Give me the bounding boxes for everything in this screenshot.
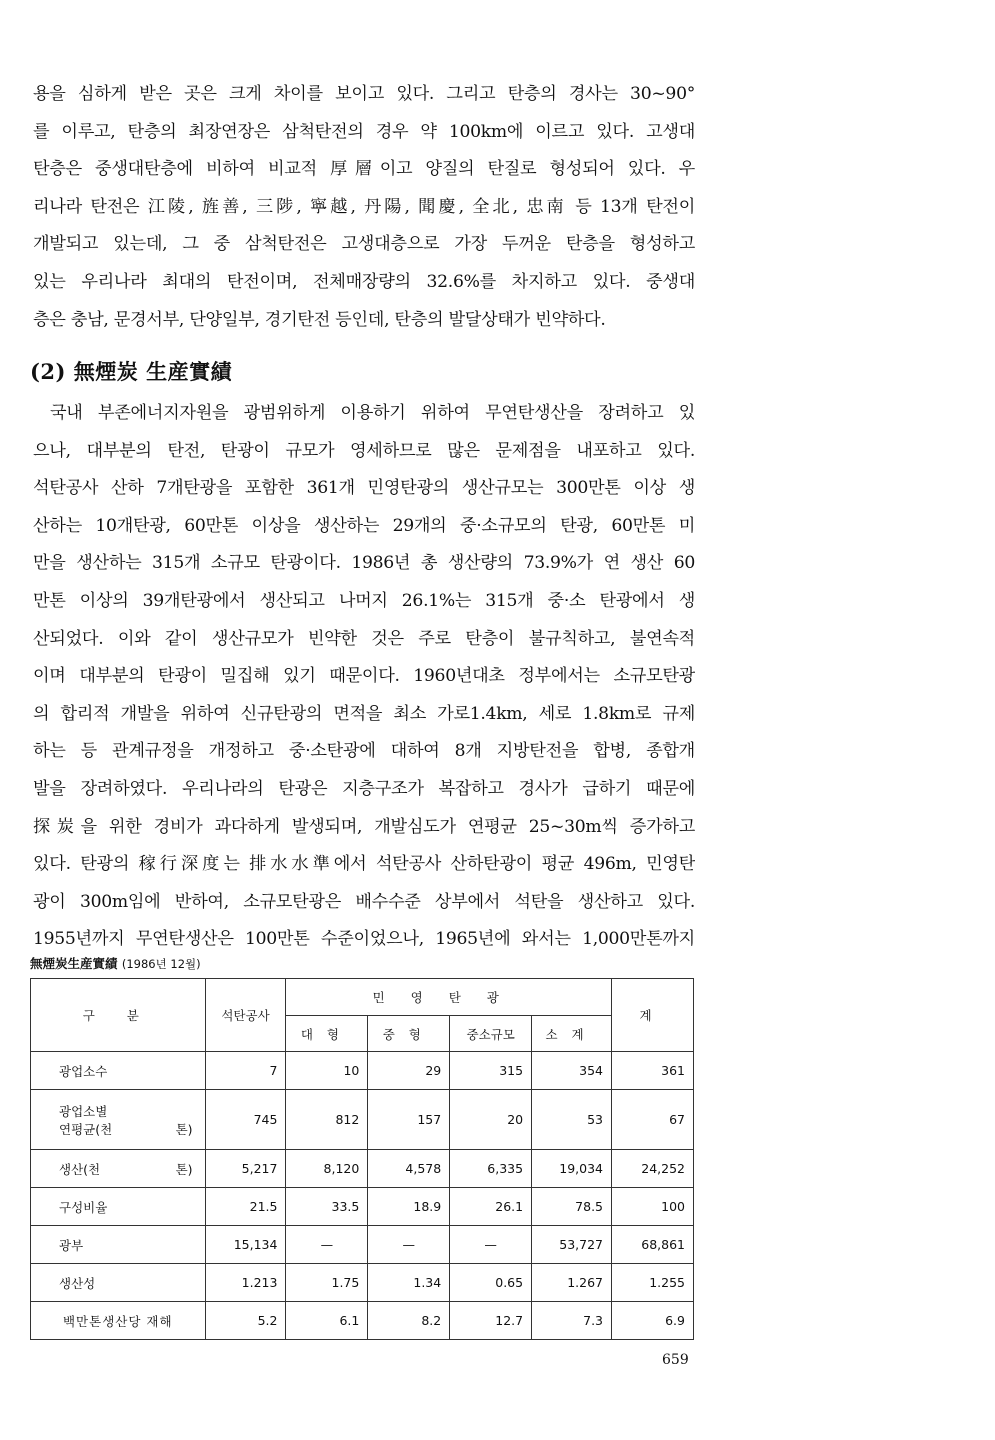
section-heading: (2) 無煙炭 生産實績 (30, 359, 233, 384)
row-label (31, 1090, 206, 1150)
cell: — (368, 1226, 450, 1264)
body-paragraph-2 (33, 395, 695, 959)
cell: 53,727 (532, 1226, 612, 1264)
cell: 6.9 (612, 1302, 694, 1340)
cell: 68,861 (612, 1226, 694, 1264)
cell: 812 (286, 1090, 368, 1150)
cell: 18.9 (368, 1188, 450, 1226)
header-private-group: 민영탄광 (286, 979, 612, 1016)
row-label: 생산(천 톤) (31, 1150, 206, 1188)
cell: 26.1 (450, 1188, 532, 1226)
production-table (30, 978, 694, 1340)
cell: 7 (205, 1052, 286, 1090)
cell: 745 (205, 1090, 286, 1150)
header-subtotal: 소계 (532, 1016, 612, 1052)
cell: 1.267 (532, 1264, 612, 1302)
page-number: 659 (662, 1352, 689, 1368)
table-title: 無煙炭生産實績 (30, 956, 118, 971)
row-label: 광부 (31, 1226, 206, 1264)
text-line: 산되었다. 이와 같이 생산규모가 빈약한 것은 주로 탄층이 불규칙하고, 불연속적 (33, 628, 695, 649)
row-label: 생산성 (31, 1264, 206, 1302)
text-line: 이며 대부분의 탄광이 밀집해 있기 때문이다. 1960년대초 정부에서는 소규모탄광 (33, 666, 695, 687)
cell: 1.34 (368, 1264, 450, 1302)
table-row (31, 1188, 694, 1226)
cell: 67 (612, 1090, 694, 1150)
cell: 5.2 (205, 1302, 286, 1340)
text-line: 1955년까지 무연탄생산은 100만톤 수준이었으나, 1965년에 와서는 1,000만톤까지 (33, 929, 695, 950)
cell: 33.5 (286, 1188, 368, 1226)
table-row (31, 1090, 694, 1150)
cell: 8.2 (368, 1302, 450, 1340)
header-medium: 중형 (368, 1016, 450, 1052)
cell: 53 (532, 1090, 612, 1150)
text-line: 개발되고 있는데, 그 중 삼척탄전은 고생대층으로 가장 두꺼운 탄층을 형성하고 (33, 234, 695, 255)
text-line: 층은 충남, 문경서부, 단양일부, 경기탄전 등인데, 탄층의 발달상태가 빈약하다. (33, 309, 606, 330)
cell: 4,578 (368, 1150, 450, 1188)
table-row (31, 1302, 694, 1340)
text-line: 탄층은 중생대탄층에 비하여 비교적 厚層이고 양질의 탄질로 형성되어 있다. 우 (33, 159, 695, 180)
text-line: 산하는 10개탄광, 60만톤 이상을 생산하는 29개의 중·소규모의 탄광, 60만톤 미 (33, 515, 695, 536)
header-kcc: 석탄공사 (205, 979, 286, 1052)
cell: 8,120 (286, 1150, 368, 1188)
cell: 29 (368, 1052, 450, 1090)
row-label-line: 연평균(천 톤) (59, 1121, 193, 1137)
cell: 361 (612, 1052, 694, 1090)
table-date: (1986년 12월) (121, 957, 201, 971)
table-header-row (31, 979, 694, 1016)
cell: 20 (450, 1090, 532, 1150)
table-row (31, 1052, 694, 1090)
text-line: 만을 생산하는 315개 소규모 탄광이다. 1986년 총 생산량의 73.9%가 연 생산 60 (33, 553, 695, 574)
cell: 15,134 (205, 1226, 286, 1264)
table-row (31, 1264, 694, 1302)
cell: 12.7 (450, 1302, 532, 1340)
table-caption (30, 954, 201, 972)
text-line: 국내 부존에너지자원을 광범위하게 이용하기 위하여 무연탄생산을 장려하고 있 (50, 403, 695, 423)
header-total: 계 (612, 979, 694, 1052)
header-category: 구 분 (31, 979, 206, 1052)
table-row (31, 1150, 694, 1188)
text-line: 있는 우리나라 최대의 탄전이며, 전체매장량의 32.6%를 차지하고 있다. 중생대 (33, 271, 695, 292)
table-row (31, 1226, 694, 1264)
cell: 5,217 (205, 1150, 286, 1188)
text-line: 발을 장려하였다. 우리나라의 탄광은 지층구조가 복잡하고 경사가 급하기 때문에 (33, 778, 695, 799)
cell: 7.3 (532, 1302, 612, 1340)
text-line: 용을 심하게 받은 곳은 크게 차이를 보이고 있다. 그리고 탄층의 경사는 30~90° (33, 84, 695, 104)
cell: 100 (612, 1188, 694, 1226)
cell: — (450, 1226, 532, 1264)
text-line: 있다. 탄광의 稼行深度는 排水水準에서 석탄공사 산하탄광이 평균 496m, 민영탄 (33, 854, 695, 875)
text-line: 으나, 대부분의 탄전, 탄광이 규모가 영세하므로 많은 문제점을 내포하고 있다. (33, 440, 695, 461)
cell: 315 (450, 1052, 532, 1090)
text-line: 探炭을 위한 경비가 과다하게 발생되며, 개발심도가 연평균 25~30m씩 증가하고 (33, 816, 695, 837)
cell: 6,335 (450, 1150, 532, 1188)
text-line: 리나라 탄전은 江陵, 旌善, 三陟, 寧越, 丹陽, 聞慶, 全北, 忠南 등 13개 탄전이 (33, 196, 695, 217)
cell: 1.255 (612, 1264, 694, 1302)
cell: 24,252 (612, 1150, 694, 1188)
text-line: 만톤 이상의 39개탄광에서 생산되고 나머지 26.1%는 315개 중·소 탄광에서 생 (33, 590, 695, 611)
text-line: 의 합리적 개발을 위하여 신규탄광의 면적을 최소 가로1.4km, 세로 1.8km로 규제 (33, 703, 695, 724)
text-line: 를 이루고, 탄층의 최장연장은 삼척탄전의 경우 약 100km에 이르고 있다. 고생대 (33, 121, 695, 142)
cell: 157 (368, 1090, 450, 1150)
header-small-medium: 중소규모 (450, 1016, 532, 1052)
cell: 6.1 (286, 1302, 368, 1340)
cell: 354 (532, 1052, 612, 1090)
cell: — (286, 1226, 368, 1264)
row-label-line: 광업소별 (59, 1103, 108, 1119)
text-line: 하는 등 관계규정을 개정하고 중·소탄광에 대하여 8개 지방탄전을 합병, 종합개 (33, 741, 695, 762)
text-line: 석탄공사 산하 7개탄광을 포함한 361개 민영탄광의 생산규모는 300만톤 이상 생 (33, 478, 695, 499)
cell: 1.213 (205, 1264, 286, 1302)
cell: 19,034 (532, 1150, 612, 1188)
cell: 1.75 (286, 1264, 368, 1302)
body-paragraph-1 (33, 76, 695, 339)
header-large: 대형 (286, 1016, 368, 1052)
cell: 10 (286, 1052, 368, 1090)
row-label: 광업소수 (31, 1052, 206, 1090)
row-label: 구성비율 (31, 1188, 206, 1226)
text-line: 광이 300m임에 반하여, 소규모탄광은 배수수준 상부에서 석탄을 생산하고 있다. (33, 891, 695, 912)
row-label: 백만톤생산당 재해 (31, 1302, 206, 1340)
cell: 78.5 (532, 1188, 612, 1226)
cell: 21.5 (205, 1188, 286, 1226)
cell: 0.65 (450, 1264, 532, 1302)
